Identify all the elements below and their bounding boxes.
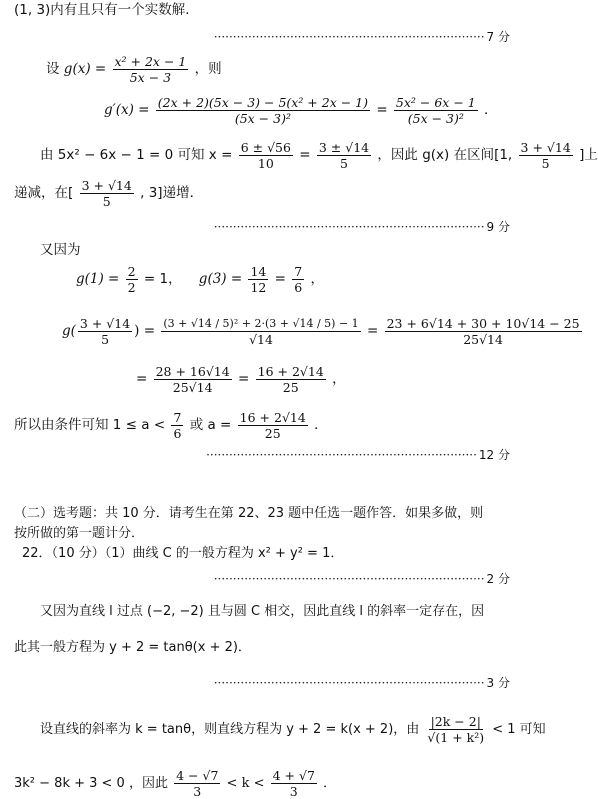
g-root-simplified: = $\frac{28 + 16√14}{25√14}$ = $\frac{16 + 2√14}{25}$ ， (136, 364, 346, 395)
slope-range: 3k² − 8k + 3 < 0 ，因此 $\frac{4 - √7}{3}$ < k < $\frac{4 + √7}{3}$ ． (14, 768, 337, 799)
question-22: 22．（10 分）（1）曲线 C 的一般方程为 x² + y² = 1． (22, 546, 344, 561)
g-definition: 设 g(x) = $\frac{\text{x² + 2x − 1}}{5x - 3}$ ，则 (46, 54, 222, 85)
score-marker: ······································································· 9 分 (213, 220, 510, 234)
score-marker: ······································································· 2 分 (213, 572, 510, 586)
score-marker: ······································································· 12 分 (206, 448, 510, 462)
score-marker: ······································································· 7 分 (213, 30, 510, 44)
line-general-eq: 此其一般方程为 y + 2 = tanθ(x + 2)． (14, 640, 251, 655)
line-passes-point: 又因为直线 l 过点 (−2, −2) 且与圆 C 相交，因此直线 l 的斜率一定存在，因 (40, 604, 485, 619)
score-marker: ······································································· 3 分 (213, 676, 510, 690)
g-values: g(1) = $\frac{2}{2}$ = 1， g(3) = $\frac{14}{12}$ = $\frac{7}{6}$ ， (76, 264, 325, 295)
slope-line: 设直线的斜率为 k = tanθ，则直线方程为 y + 2 = k(x + 2)，由 $\frac{|2k - 2|}{\text{√(1 + k²)}}$ < 1 可知 (40, 714, 546, 745)
g-fraction: $\frac{\text{x² + 2x − 1}}{5x - 3}$ (114, 54, 187, 85)
also-because: 又因为 (40, 242, 81, 258)
section-heading: （二）选考题：共 10 分．请考生在第 22、23 题中任选一题作答．如果多做，则 (14, 506, 484, 521)
g-derivative: g′(x) = $\frac{\text{(2x + 2)(5x − 3) − 5(x² + 2x − 1)}}{\text{(5x − 3)²}}$ = $\frac{\text{5x² − 6x − 1}}{\text{(5x − 3)²}}$ ． (104, 95, 498, 126)
solution-line: (1, 3)内有且只有一个实数解． (14, 2, 199, 18)
g-root-value: g( $\frac{3 + √14}{5}$ ) = $\frac{\text{(3 + √14 / 5)² + 2·(3 + √14 / 5) − 1}}{√14}$ = $\frac{23 + 6√14 + 30 + 10√14 - 25}{25√14}$ (62, 316, 580, 347)
conclusion-line: 所以由条件可知 1 ≤ a < $\frac{7}{6}$ 或 a = $\frac{16 + 2√14}{25}$ ． (14, 410, 328, 441)
monotonic-line: 递减，在[ $\frac{3 + √14}{5}$ , 3]递增． (14, 178, 204, 209)
roots-line: 由 5x² − 6x − 1 = 0 可知 x = $\frac{6 \pm √56}{10}$ = $\frac{3 \pm √14}{5}$ ，因此 g(x) 在区间[1, $\frac{3 + √14}{5}$ ]上 (40, 140, 598, 171)
section-heading-cont: 按所做的第一题计分． (14, 526, 145, 541)
